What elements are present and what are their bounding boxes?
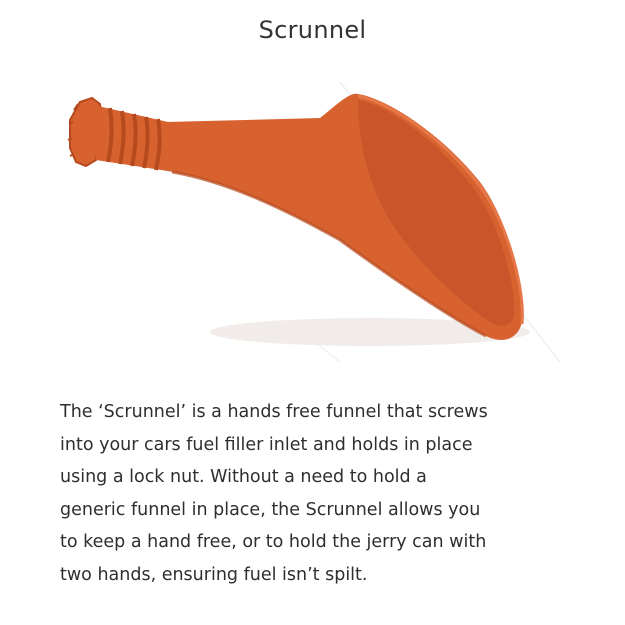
page-title: Scrunnel xyxy=(258,16,367,44)
description-line: to keep a hand free, or to hold the jerry can with xyxy=(60,532,487,552)
threaded-neck xyxy=(96,106,174,172)
description-line: The ‘Scrunnel’ is a hands free funnel that screws xyxy=(60,402,488,422)
description-line: two hands, ensuring fuel isn’t spilt. xyxy=(60,564,368,585)
funnel-photo xyxy=(40,62,600,372)
description-line: using a lock nut. Without a need to hold a xyxy=(60,467,427,487)
funnel-body xyxy=(166,94,522,340)
description-line: into your cars fuel filler inlet and holds in place xyxy=(60,434,473,455)
product-description xyxy=(60,396,590,591)
description-line: generic funnel in place, the Scrunnel allows you xyxy=(60,499,481,520)
